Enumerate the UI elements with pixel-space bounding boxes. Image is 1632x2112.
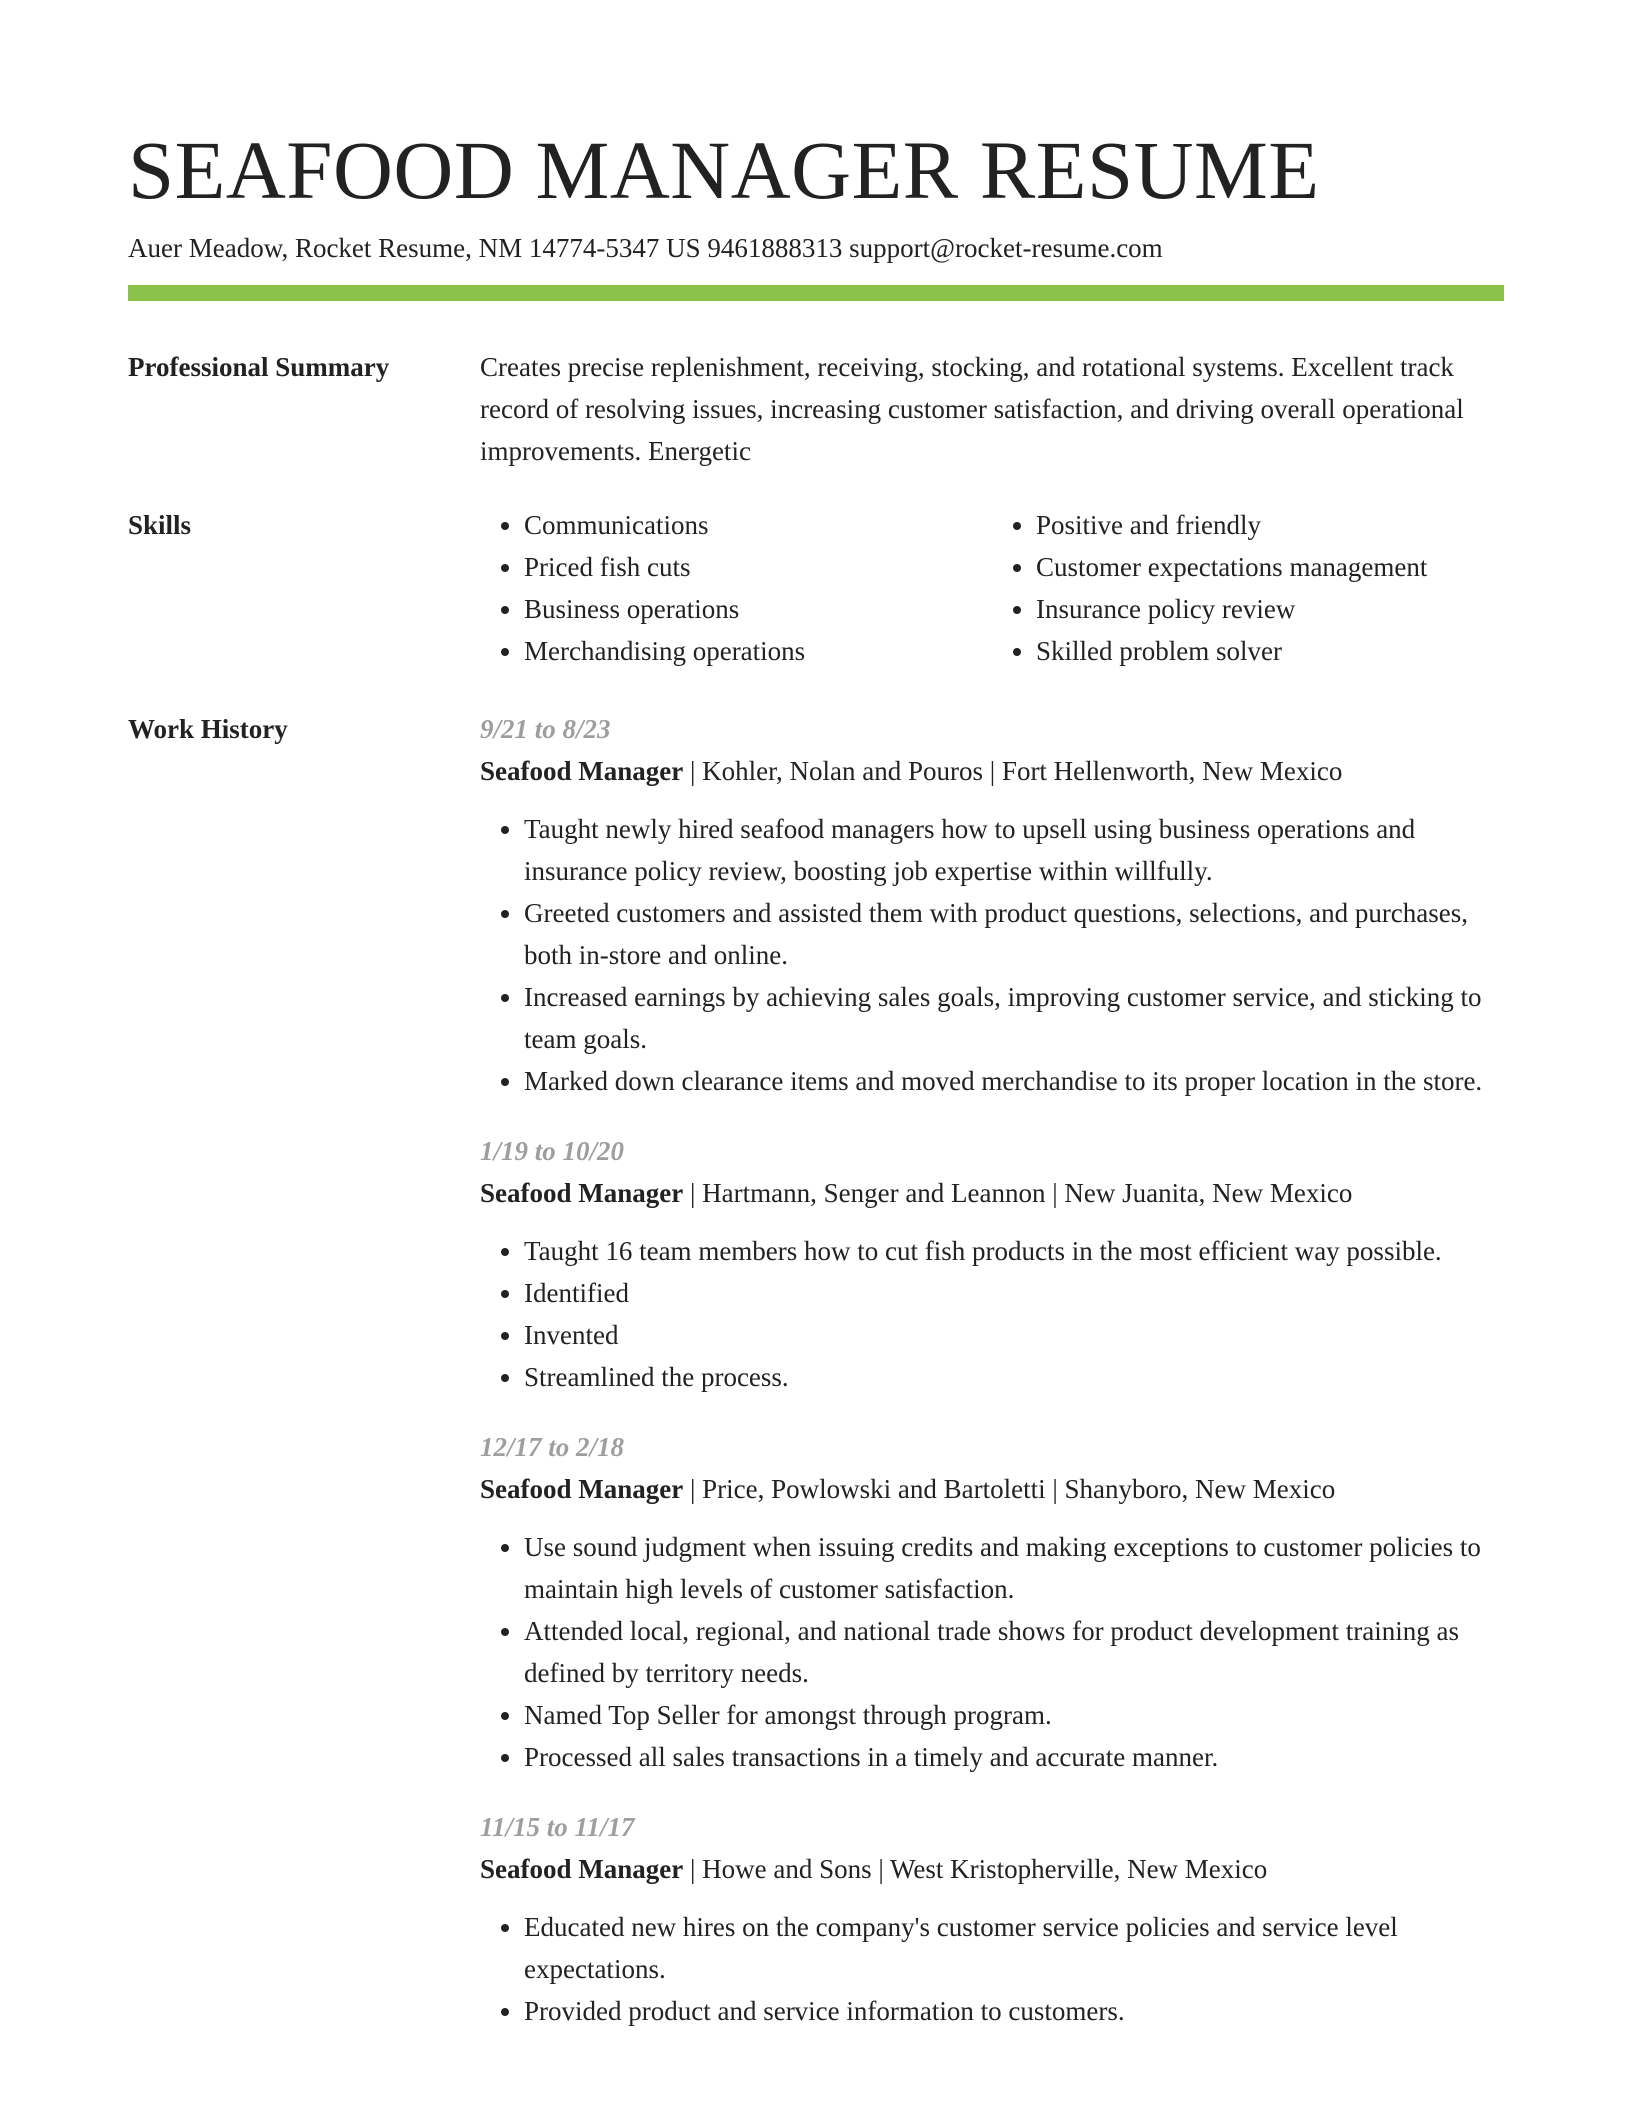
skills-body: [480, 504, 1504, 672]
job-dates: 9/21 to 8/23: [480, 714, 611, 744]
job-employer-location: | Kohler, Nolan and Pouros | Fort Hellenworth, New Mexico: [683, 756, 1343, 786]
job-bullet: • Named Top Seller for amongst through program.: [524, 1694, 1504, 1736]
skill-item: • Skilled problem solver: [1036, 630, 1504, 672]
job-bullet: • Attended local, regional, and national trade shows for product development training as defined by territory needs.: [524, 1610, 1504, 1694]
job-heading: [480, 1468, 1504, 1510]
skill-item: • Priced fish cuts: [524, 546, 992, 588]
skills-list-left: [480, 504, 992, 672]
resume-title: SEAFOOD MANAGER RESUME: [128, 124, 1320, 216]
job-bullet: • Invented: [524, 1314, 1504, 1356]
section-label-summary: Professional Summary: [128, 352, 390, 382]
job-title: Seafood Manager: [480, 1178, 684, 1208]
job-bullet: • Educated new hires on the company's customer service policies and service level expectations.: [524, 1906, 1504, 1990]
job-bullets: [480, 808, 1504, 1102]
job-bullet: • Taught newly hired seafood managers how to upsell using business operations and insurance policy review, boosting job expertise within willfully.: [524, 808, 1504, 892]
job-entry: [480, 1426, 1504, 1778]
skill-item: • Positive and friendly: [1036, 504, 1504, 546]
job-heading: [480, 1848, 1504, 1890]
job-dates: 12/17 to 2/18: [480, 1432, 625, 1462]
skill-item: • Communications: [524, 504, 992, 546]
job-entry: [480, 1806, 1504, 2032]
job-title: Seafood Manager: [480, 756, 684, 786]
job-bullet: • Taught 16 team members how to cut fish products in the most efficient way possible.: [524, 1230, 1504, 1272]
skills-list-right: [992, 504, 1504, 672]
skill-item: • Business operations: [524, 588, 992, 630]
job-bullets: [480, 1526, 1504, 1778]
job-bullet: • Greeted customers and assisted them with product questions, selections, and purchases, both in-store and online.: [524, 892, 1504, 976]
job-bullet: • Streamlined the process.: [524, 1356, 1504, 1398]
job-bullet: • Use sound judgment when issuing credits and making exceptions to customer policies to maintain high levels of customer satisfaction.: [524, 1526, 1504, 1610]
job-heading: [480, 750, 1504, 792]
job-dates: 11/15 to 11/17: [480, 1812, 635, 1842]
accent-divider: [128, 285, 1504, 301]
skill-item: • Customer expectations management: [1036, 546, 1504, 588]
section-label-skills: Skills: [128, 510, 192, 540]
job-entry: [480, 1130, 1504, 1398]
job-dates: 1/19 to 10/20: [480, 1136, 625, 1166]
job-entry: [480, 708, 1504, 1102]
summary-text: Creates precise replenishment, receiving, stocking, and rotational systems. Excellent track record of resolving issues, increasing customer satisfaction, and driving overall operational improvements. Energetic: [480, 352, 1464, 466]
job-bullet: • Identified: [524, 1272, 1504, 1314]
job-bullet: • Marked down clearance items and moved merchandise to its proper location in the store.: [524, 1060, 1504, 1102]
job-bullet: • Provided product and service information to customers.: [524, 1990, 1504, 2032]
skill-item: • Merchandising operations: [524, 630, 992, 672]
job-bullets: [480, 1906, 1504, 2032]
job-employer-location: | Hartmann, Senger and Leannon | New Juanita, New Mexico: [683, 1178, 1353, 1208]
skills-columns: [480, 504, 1504, 672]
section-label-work-history: Work History: [128, 714, 288, 744]
job-title: Seafood Manager: [480, 1854, 684, 1884]
job-title: Seafood Manager: [480, 1474, 684, 1504]
job-bullet: • Processed all sales transactions in a timely and accurate manner.: [524, 1736, 1504, 1778]
job-employer-location: | Howe and Sons | West Kristopherville, New Mexico: [683, 1854, 1268, 1884]
summary-body: [480, 346, 1504, 472]
work-history-body: [480, 708, 1504, 2060]
contact-line: Auer Meadow, Rocket Resume, NM 14774-5347 US 9461888313 support@rocket-resume.com: [128, 233, 1163, 263]
job-bullets: [480, 1230, 1504, 1398]
job-heading: [480, 1172, 1504, 1214]
job-employer-location: | Price, Powlowski and Bartoletti | Shanyboro, New Mexico: [683, 1474, 1336, 1504]
skill-item: • Insurance policy review: [1036, 588, 1504, 630]
job-bullet: • Increased earnings by achieving sales goals, improving customer service, and sticking to team goals.: [524, 976, 1504, 1060]
